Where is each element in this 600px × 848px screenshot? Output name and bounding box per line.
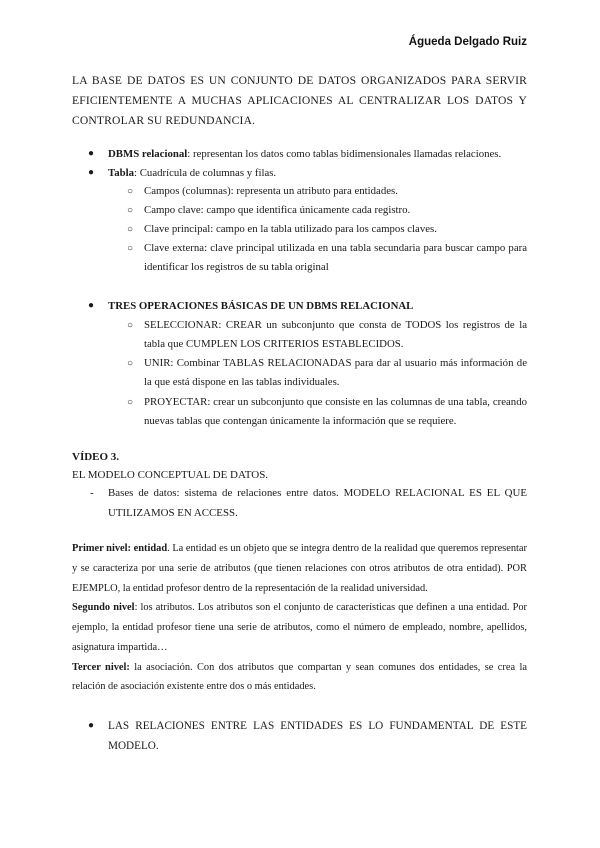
second-level-text: : los atributos. Los atributos son el conjunto de características que definen a una entidad. Por ejemplo, la entidad profesor tiene una serie de atributos, como el número de empleado, nombre, apellidos, asignatura impartida… — [72, 602, 527, 653]
bullet-disc-icon: ● — [88, 166, 95, 178]
first-level-label: Primer nivel: entidad — [72, 543, 168, 555]
sub-item-text: Clave externa: clave principal utilizada en una tabla secundaria para buscar campo para identificar los registros de su tabla original — [144, 242, 527, 273]
dash-item-text: Bases de datos: sistema de relaciones entre datos. MODELO RELACIONAL ES EL QUE UTILIZAMOS EN ACCESS. — [108, 487, 527, 519]
item-text: : representan los datos como tablas bidimensionales llamadas relaciones. — [187, 148, 502, 160]
sub-item-proyectar — [72, 393, 527, 432]
author-name: Águeda Delgado Ruiz — [408, 36, 527, 48]
sub-item-text: Campos (columnas): representa un atributo para entidades. — [144, 185, 398, 197]
first-level-paragraph — [72, 539, 527, 598]
sub-item-clave-principal — [72, 220, 527, 239]
sub-item-text: Clave principal: campo en la tabla utilizado para los campos claves. — [144, 223, 437, 235]
third-level-label: Tercer nivel: — [72, 661, 130, 673]
sub-item-text: SELECCIONAR: CREAR un subconjunto que consta de TODOS los registros de la tabla que CUMPLEN LOS CRITERIOS ESTABLECIDOS. — [144, 318, 527, 350]
third-level-text: la asociación. Con dos atributos que compartan y sean comunes dos entidades, se crea la relación de asociación existente entre dos o más entidades. — [72, 661, 527, 693]
video-heading: VÍDEO 3. — [72, 451, 120, 464]
bullet-circle-icon: ○ — [127, 358, 134, 370]
list-item-operations — [72, 297, 527, 316]
item-label: Tabla — [108, 166, 135, 179]
final-list — [72, 716, 527, 756]
item-label: DBMS relacional — [108, 148, 188, 160]
sub-item-clave-externa — [72, 239, 527, 277]
intro-paragraph: LA BASE DE DATOS ES UN CONJUNTO DE DATOS ORGANIZADOS PARA SERVIR EFICIENTEMENTE A MUCHAS APLICACIONES AL CENTRALIZAR LOS DATOS Y CONTROLAR SU REDUNDANCIA. — [72, 74, 527, 127]
operations-list — [72, 297, 527, 431]
bullet-circle-icon: ○ — [127, 243, 134, 254]
bullet-circle-icon: ○ — [127, 396, 134, 408]
sub-item-text: PROYECTAR: crear un subconjunto que consiste en las columnas de una tabla, creando nuevas tablas que contengan únicamente la información que se requiere. — [144, 395, 527, 427]
item-text: : Cuadrícula de columnas y filas. — [134, 166, 277, 179]
dbms-list — [72, 145, 527, 277]
bullet-circle-icon: ○ — [127, 224, 134, 235]
list-item-dbms — [72, 145, 527, 164]
bullet-circle-icon: ○ — [127, 205, 134, 216]
second-level-label: Segundo nivel — [72, 602, 135, 614]
sub-item-unir — [72, 354, 527, 393]
first-level-text: . La entidad es un objeto que se integra dentro de la realidad que queremos representar y se caracteriza por una serie de atributos (que tienen relaciones con otros atributos de otra entidad). POR EJEMPLO, la entidad profesor dentro de la representación de la realidad universidad. — [72, 543, 527, 594]
bullet-circle-icon: ○ — [127, 186, 134, 197]
document-body — [72, 71, 527, 756]
sub-item-campo-clave — [72, 201, 527, 220]
sub-item-text: UNIR: Combinar TABLAS RELACIONADAS para dar al usuario más información de la que está dispone en las tablas individuales. — [144, 357, 527, 389]
dash-item — [72, 484, 527, 523]
final-item-text: LAS RELACIONES ENTRE LAS ENTIDADES ES LO FUNDAMENTAL DE ESTE MODELO. — [108, 719, 527, 752]
third-level-paragraph — [72, 658, 527, 697]
levels-block — [72, 539, 527, 697]
dash-icon: - — [90, 487, 94, 500]
operations-heading: TRES OPERACIONES BÁSICAS DE UN DBMS RELACIONAL — [108, 300, 414, 312]
bullet-disc-icon: ● — [88, 300, 95, 311]
bullet-disc-icon: ● — [88, 719, 95, 731]
bullet-circle-icon: ○ — [127, 319, 134, 331]
model-title: EL MODELO CONCEPTUAL DE DATOS. — [72, 469, 269, 482]
list-item-final — [72, 716, 527, 756]
list-item-tabla — [72, 164, 527, 183]
second-level-paragraph — [72, 598, 527, 657]
sub-item-campos — [72, 182, 527, 201]
bullet-disc-icon: ● — [88, 148, 95, 159]
sub-item-text: Campo clave: campo que identifica únicamente cada registro. — [144, 204, 411, 216]
sub-item-seleccionar — [72, 316, 527, 355]
